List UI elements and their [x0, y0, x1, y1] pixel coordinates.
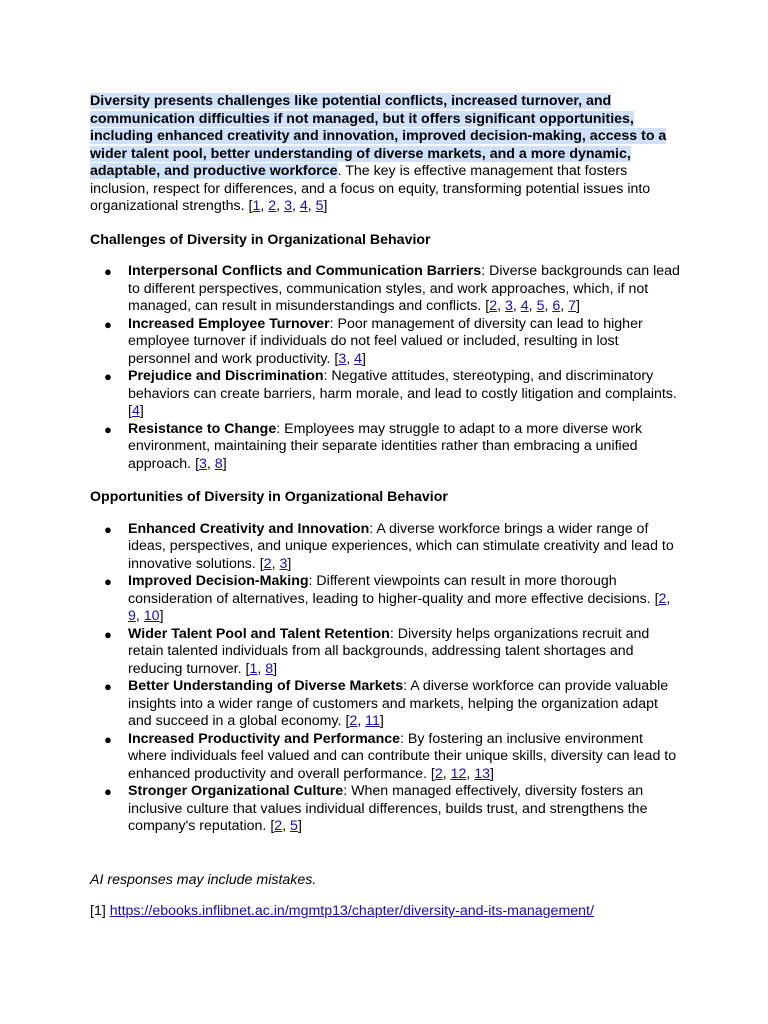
list-item: [90, 421, 682, 474]
intro-highlighted-text: Diversity presents challenges like potential conflicts, increased turnover, and communication difficulties if not managed, but it offers significant opportunities, including enhanced creativity and innovation, improved decision-making, access to a wider talent pool, better understanding of diverse markets, and a more dynamic, adaptable, and productive workforce: [90, 93, 667, 179]
item-refs: [2, 5]: [270, 818, 302, 834]
item-description: : Negative attitudes, stereotyping, and discriminatory behaviors can create barriers, harm morale, and lead to costly litigation and complaints.: [128, 368, 677, 402]
list-item: [90, 368, 682, 421]
list-item: [90, 573, 682, 626]
citation-link[interactable]: 4: [299, 198, 308, 214]
citation-link[interactable]: 7: [568, 298, 577, 314]
item-term: Interpersonal Conflicts and Communication Barriers: [128, 263, 482, 279]
citation-link[interactable]: 4: [131, 403, 140, 419]
citation-link[interactable]: 10: [143, 608, 160, 624]
bullet-icon: ●: [104, 521, 112, 537]
bullet-icon: ●: [104, 316, 112, 332]
section-heading: Challenges of Diversity in Organizational Behavior: [90, 231, 431, 248]
citation-link[interactable]: 2: [434, 765, 443, 782]
item-description: : Diversity helps organizations recruit and retain talented individuals from all backgrounds, addressing talent shortages and reducing turnover.: [128, 625, 650, 677]
intro-body-text: . The key is effective management that fosters inclusion, respect for differences, and a focus on equity, transforming potential issues into organizational strengths.: [90, 163, 651, 214]
sections-container: [90, 232, 682, 836]
item-term: Stronger Organizational Culture: [128, 783, 344, 799]
citation-link[interactable]: 2: [274, 818, 283, 834]
list-item: [90, 316, 682, 369]
citation-link[interactable]: 2: [349, 713, 358, 729]
citation-link[interactable]: 1: [249, 660, 258, 677]
item-term: Wider Talent Pool and Talent Retention: [128, 625, 390, 642]
list-item: [90, 521, 682, 574]
intro-refs: [1, 2, 3, 4, 5]: [248, 198, 328, 214]
citation-link[interactable]: 1: [252, 198, 261, 214]
footnote: [90, 903, 682, 921]
list-item: [90, 263, 682, 316]
item-term: Prejudice and Discrimination: [128, 368, 324, 384]
item-term: Enhanced Creativity and Innovation: [128, 520, 370, 537]
citation-link[interactable]: 4: [354, 350, 362, 367]
item-description: : When managed effectively, diversity fosters an inclusive culture that values individual differences, builds trust, and strengthens the company's reputation.: [128, 783, 648, 834]
citation-link[interactable]: 4: [520, 298, 529, 314]
citation-link[interactable]: 2: [658, 590, 667, 607]
citation-link[interactable]: 3: [199, 455, 207, 472]
item-description: : A diverse workforce brings a wider range of ideas, perspectives, and unique experiences, which can stimulate creativity and lead to innovative solutions.: [128, 520, 674, 572]
bullet-icon: ●: [104, 626, 112, 642]
bullet-icon: ●: [104, 784, 112, 799]
citation-link[interactable]: 9: [128, 608, 136, 624]
citation-link[interactable]: 2: [268, 198, 277, 214]
bullet-icon: ●: [104, 421, 112, 437]
bullet-icon: ●: [104, 574, 112, 589]
bullet-list: [90, 521, 682, 836]
item-description: : Poor management of diversity can lead to higher employee turnover if individuals do not feel valued or included, resulting in lost personnel and work productivity.: [128, 315, 643, 367]
item-description: : Different viewpoints can result in more thorough consideration of alternatives, leading to higher-quality and more effective decisions.: [128, 573, 651, 607]
citation-link[interactable]: 3: [279, 555, 288, 572]
citation-link[interactable]: 5: [315, 198, 324, 214]
item-refs: [2, 12, 13]: [430, 765, 494, 782]
item-term: Improved Decision-Making: [128, 573, 309, 589]
citation-link[interactable]: 6: [552, 298, 561, 314]
list-item: [90, 783, 682, 836]
item-refs: [1, 8]: [245, 660, 278, 677]
bullet-icon: ●: [104, 731, 112, 747]
item-refs: [2, 3, 4, 5, 6, 7]: [485, 298, 580, 314]
citation-link[interactable]: 5: [290, 818, 298, 834]
item-term: Increased Productivity and Performance: [128, 730, 401, 747]
item-description: : Employees may struggle to adapt to a more diverse work environment, maintaining their separate identities rather than embracing a unified approach.: [128, 420, 643, 472]
list-item: [90, 731, 682, 784]
citation-link[interactable]: 13: [474, 765, 491, 782]
item-term: Resistance to Change: [128, 420, 277, 437]
section-heading: Opportunities of Diversity in Organizational Behavior: [90, 489, 448, 505]
intro-paragraph: [90, 93, 682, 216]
bullet-icon: ●: [104, 264, 112, 279]
item-description: : A diverse workforce can provide valuable insights into a wider range of customers and markets, helping the organization adapt and succeed in a global economy.: [128, 678, 669, 729]
bullet-icon: ●: [104, 679, 112, 694]
item-term: Increased Employee Turnover: [128, 315, 330, 332]
citation-link[interactable]: 11: [365, 713, 380, 729]
bullet-icon: ●: [104, 369, 112, 384]
item-refs: [3, 8]: [195, 455, 227, 472]
item-refs: [4]: [128, 403, 144, 419]
footnote-source-link[interactable]: https://ebooks.inflibnet.ac.in/mgmtp13/chapter/diversity-and-its-management/: [109, 903, 594, 919]
item-term: Better Understanding of Diverse Markets: [128, 678, 404, 694]
item-refs: [3, 4]: [334, 350, 366, 367]
citation-link[interactable]: 8: [214, 455, 223, 472]
citation-link[interactable]: 8: [265, 660, 274, 677]
item-description: : By fostering an inclusive environment where individuals feel valued and can contribute their unique skills, diversity can lead to enhanced productivity and overall performance.: [128, 730, 677, 782]
item-refs: [2, 11]: [345, 713, 384, 729]
bullet-list: [90, 263, 682, 473]
item-refs: [2, 9, 10]: [128, 590, 671, 624]
item-refs: [2, 3]: [259, 555, 292, 572]
list-item: [90, 626, 682, 679]
citation-link[interactable]: 2: [489, 298, 498, 314]
list-item: [90, 678, 682, 731]
citation-link[interactable]: 5: [536, 298, 545, 314]
citation-link[interactable]: 3: [338, 350, 347, 367]
document-page: [90, 93, 682, 921]
citation-link[interactable]: 3: [284, 198, 292, 214]
footnote-label: [1]: [90, 903, 106, 919]
ai-disclaimer: AI responses may include mistakes.: [90, 871, 317, 888]
citation-link[interactable]: 3: [505, 298, 513, 314]
citation-link[interactable]: 2: [263, 555, 272, 572]
citation-link[interactable]: 12: [450, 765, 467, 782]
item-description: : Diverse backgrounds can lead to different perspectives, communication styles, and work approaches, which, if not managed, can result in misunderstandings and conflicts.: [128, 263, 680, 314]
